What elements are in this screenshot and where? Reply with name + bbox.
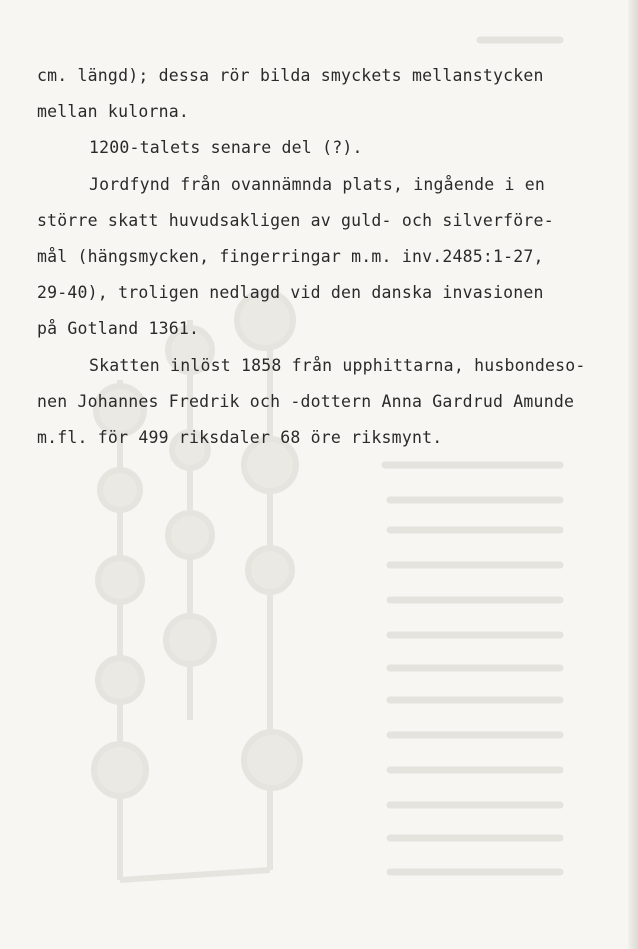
text-line-3: 1200-talets senare del (?). (89, 138, 363, 158)
text-line-4: Jordfynd från ovannämnda plats, ingående i en (89, 174, 546, 194)
text-line-11: m.fl. för 499 riksdaler 68 öre riksmynt. (37, 427, 443, 447)
text-line-2: mellan kulorna. (37, 102, 190, 122)
text-line-7: 29-40), troligen nedlagd vid den danska invasionen (37, 283, 544, 303)
text-line-1: cm. längd); dessa rör bilda smyckets mellanstycken (37, 66, 544, 85)
document-body (37, 58, 597, 456)
text-line-10: nen Johannes Fredrik och -dottern Anna Gardrud Amunde (37, 391, 575, 411)
text-line-9: Skatten inlöst 1858 från upphittarna, husbondeso- (89, 355, 586, 375)
text-line-5: större skatt huvudsakligen av guld- och silverföre- (37, 210, 554, 230)
text-line-6: mål (hängsmycken, fingerringar m.m. inv.2485:1-27, (37, 246, 544, 266)
page-edge-shadow (628, 0, 638, 949)
text-line-8: på Gotland 1361. (37, 319, 200, 339)
